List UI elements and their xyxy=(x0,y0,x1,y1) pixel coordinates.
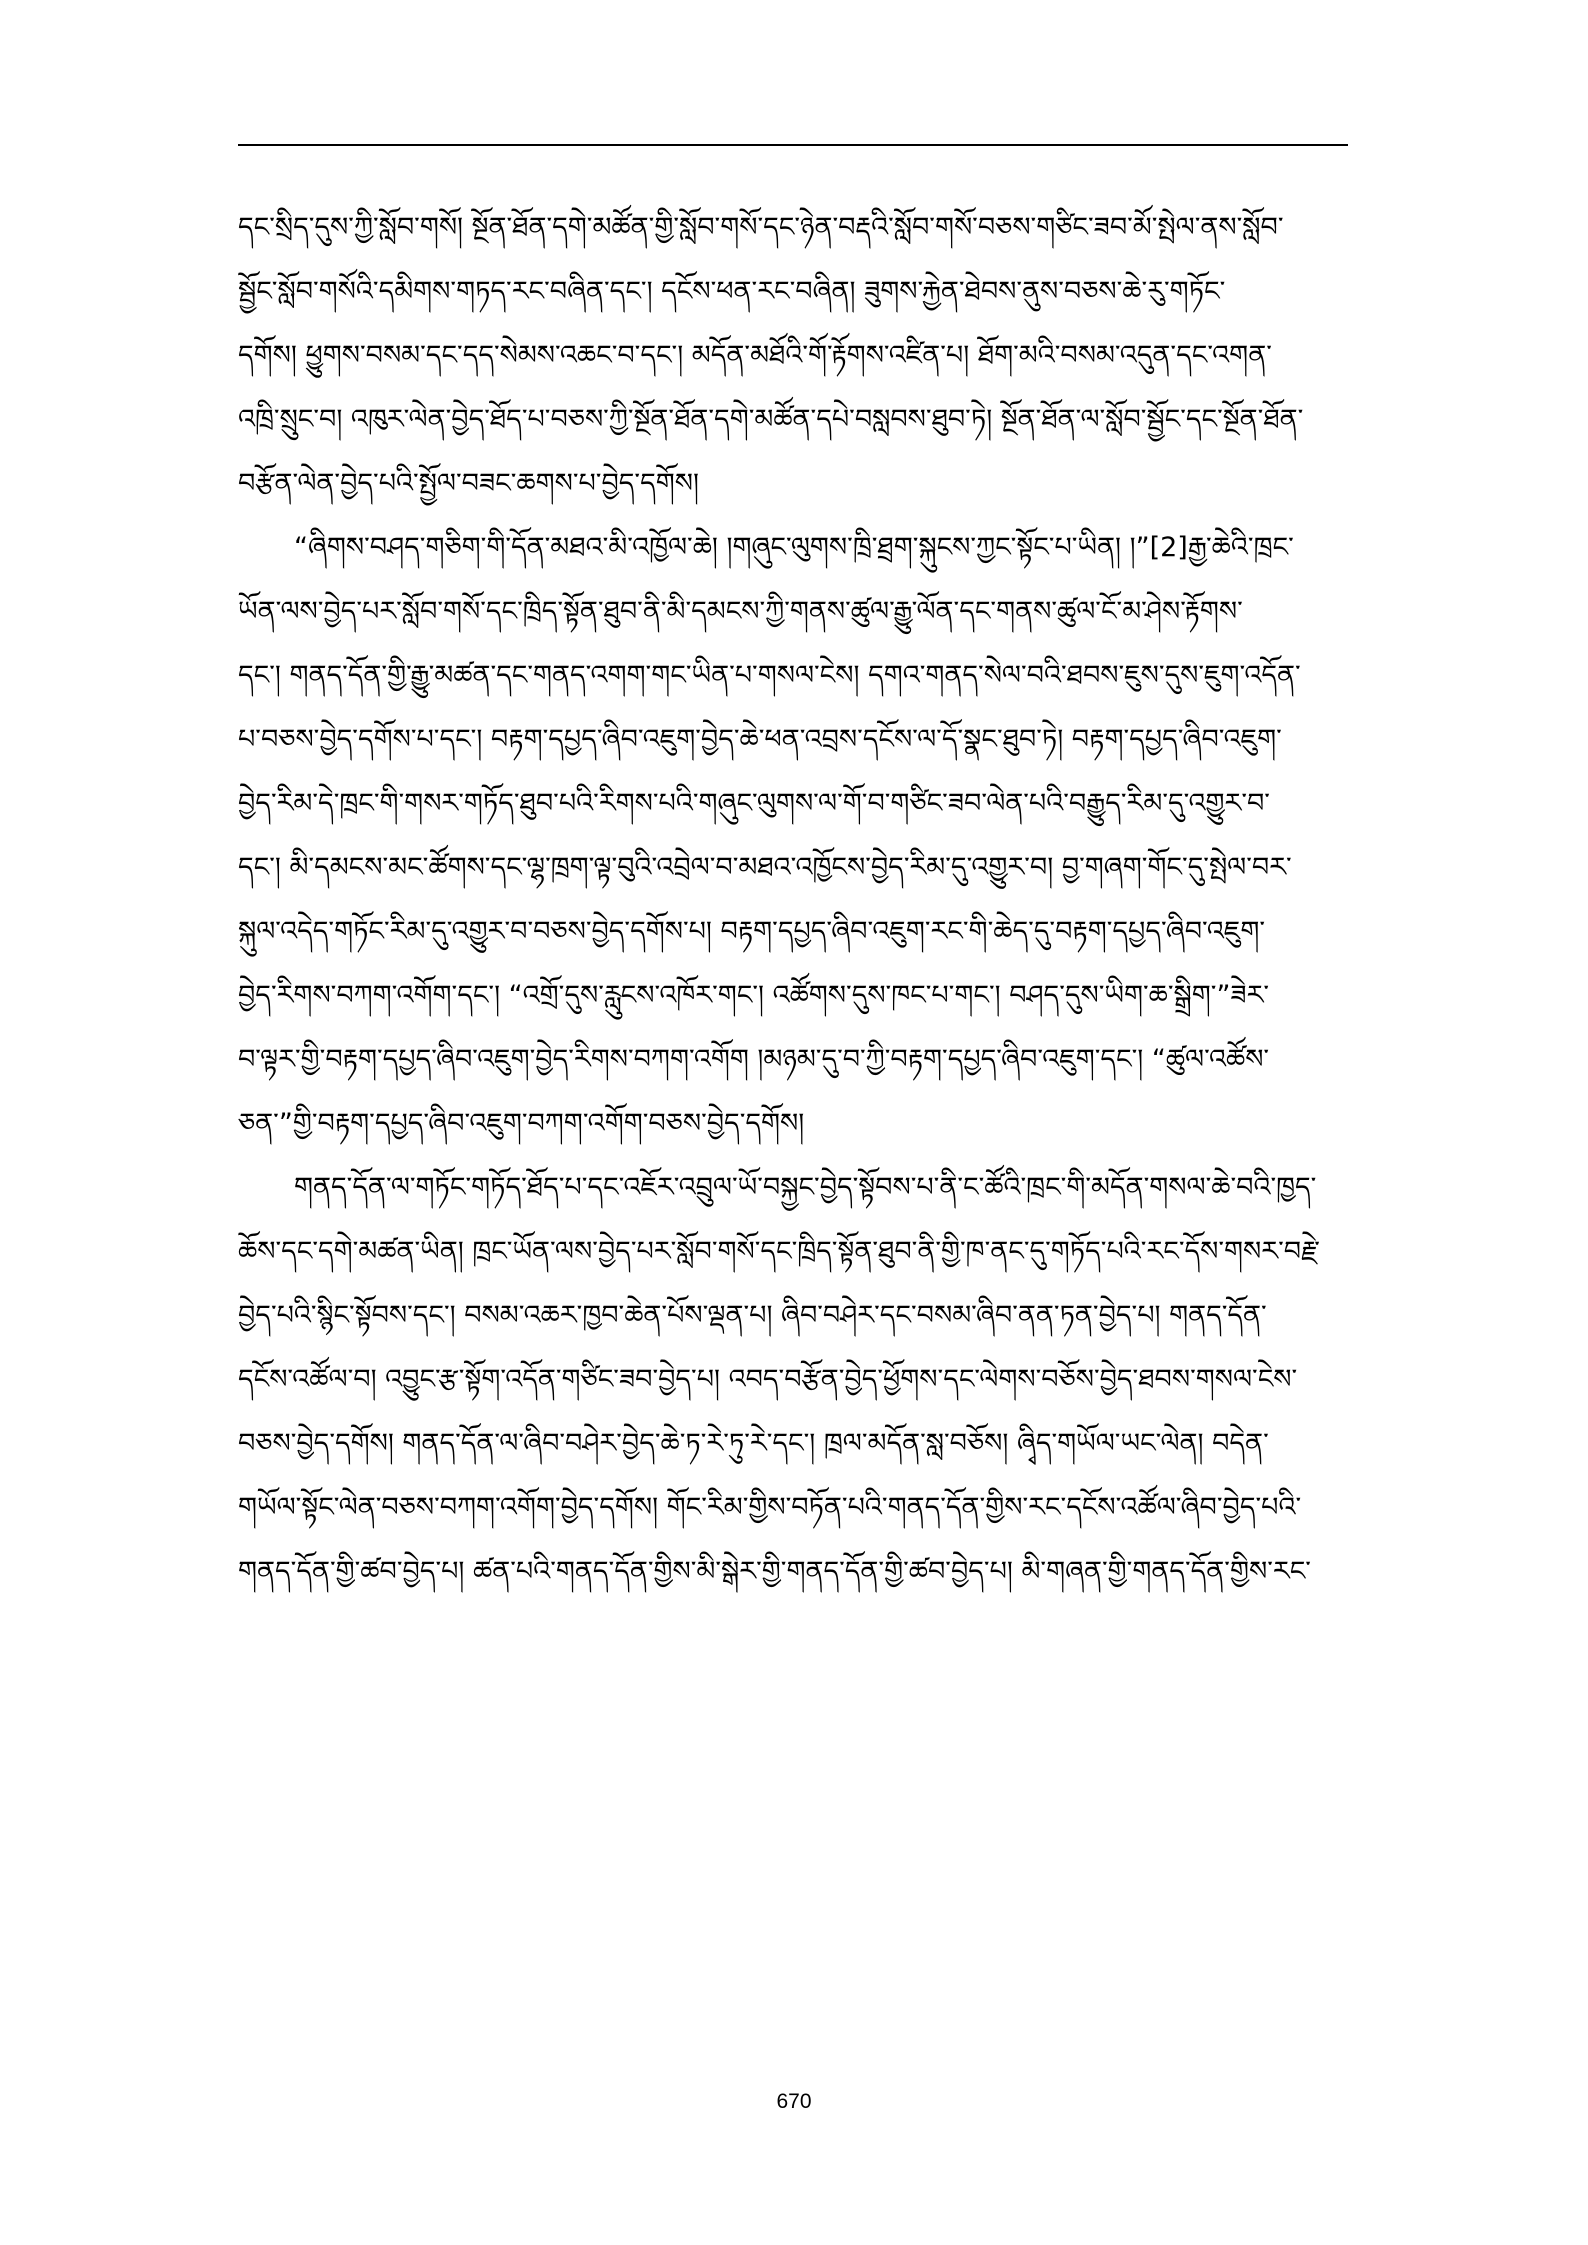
text-line: གཡོལ་སྟོང་ལེན་བཅས་བཀག་འགོག་བྱེད་དགོས། གོང་རིམ་གྱིས་བཏོན་པའི་གནད་དོན་གྱིས་རང་དངོས་འཚོལ་ཞིབ་བྱེད་པའི་ xyxy=(238,1492,1302,1523)
header-rule xyxy=(238,144,1348,146)
paragraph-3 xyxy=(238,1156,1348,1604)
text-line: བྱེད་པའི་སྙིང་སྟོབས་དང་། བསམ་འཆར་ཁྱབ་ཆེན་པོས་ལྡན་པ། ཞིབ་བཤེར་དང་བསམ་ཞིབ་ནན་ཏན་བྱེད་པ། གནད་དོན་ xyxy=(238,1300,1267,1331)
text-line: དགོས། ཕྱུགས་བསམ་དང་དད་སེམས་འཆང་བ་དང་། མདོན་མཐོའི་གོ་རྟོགས་འཛིན་པ། ཐོག་མའི་བསམ་འདུན་དང་འགན་ xyxy=(238,340,1272,371)
text-line: ཡོན་ལས་བྱེད་པར་སློབ་གསོ་དང་ཁྲིད་སྟོན་ཐུབ་ནི་མི་དམངས་ཀྱི་གནས་ཚུལ་རྒྱུ་ལོན་དང་གནས་ཚུལ་ངོ་མ་ཤེས་རྟོགས་ xyxy=(238,596,1243,627)
text-line: སྐུལ་འདེད་གཏོང་རིམ་དུ་འགྱུར་བ་བཅས་བྱེད་དགོས་པ། བརྟག་དཔྱད་ཞིབ་འཇུག་རང་གི་ཆེད་དུ་བརྟག་དཔྱད་ཞིབ་འཇུག་ xyxy=(238,916,1266,947)
body-text xyxy=(238,196,1348,1604)
page-number: 670 xyxy=(776,2090,812,2113)
text-line: གནད་དོན་གྱི་ཚབ་བྱེད་པ། ཚན་པའི་གནད་དོན་གྱིས་མི་སྒེར་གྱི་གནད་དོན་གྱི་ཚབ་བྱེད་པ། མི་གཞན་གྱི་གནད་དོན་གྱིས་རང་ xyxy=(238,1556,1311,1587)
text-line: ཅན་”གྱི་བརྟག་དཔྱད་ཞིབ་འཇུག་བཀག་འགོག་བཅས་བྱེད་དགོས། xyxy=(238,1108,805,1139)
paragraph-2 xyxy=(238,516,1348,1156)
text-line: དང་སྲིད་དུས་ཀྱི་སློབ་གསོ། སྔོན་ཐོན་དགེ་མཚོན་གྱི་སློབ་གསོ་དང་ཉེན་བརྡའི་སློབ་གསོ་བཅས་གཙིང་ཟབ་མོ་སྤེལ་ནས་སློབ་ xyxy=(238,212,1284,243)
text-line: བྱེད་རིགས་བཀག་འགོག་དང་། “འགྲོ་དུས་རླུངས་འཁོར་གང་། འཚོགས་དུས་ཁང་པ་གང་། བཤད་དུས་ཡིག་ཆ་སྒྲིག་”ཟེར་ xyxy=(238,980,1270,1011)
text-line: སྦྱོང་སློབ་གསོའི་དམིགས་གཏད་རང་བཞིན་དང་། དངོས་ཕན་རང་བཞིན། ཟུགས་རྐྱེན་ཐེབས་ནུས་བཅས་ཆེ་རུ་གཏོང་ xyxy=(238,276,1226,307)
text-line: གནད་དོན་ལ་གཏོང་གཏོད་ཐོད་པ་དང་འཇོར་འབྲུལ་ཡོ་བསྐྱང་བྱེད་སྟོབས་པ་ནི་ང་ཚོའི་ཁྲང་གི་མདོན་གསལ་ཆེ་བའི་ཁྱད་ xyxy=(294,1172,1317,1203)
text-line: བྱེད་རིམ་དེ་ཁྲང་གི་གསར་གཏོད་ཐུབ་པའི་རིགས་པའི་གཞུང་ལུགས་ལ་གོ་བ་གཙིང་ཟབ་ལེན་པའི་བརྒྱུད་རིམ་དུ་འགྱུར་བ་ xyxy=(238,788,1270,819)
text-line: དང་། མི་དམངས་མང་ཚོགས་དང་ལྷ་ཁྲག་ལྟ་བུའི་འབྲེལ་བ་མཐའ་འཁྱོངས་བྱེད་རིམ་དུ་འགྱུར་བ། བྱ་གཞག་གོང་དུ་སྤེལ་བར་ xyxy=(238,852,1292,883)
text-line: བཅས་བྱེད་དགོས། གནད་དོན་ལ་ཞིབ་བཤེར་བྱེད་ཆེ་ཏ་རེ་ཏུ་རེ་དང་། ཁྲལ་མདོན་སླ་བཅོས། ཞྭིད་གཡོལ་ཡང་ལེན། བདེན་ xyxy=(238,1428,1269,1459)
text-line: དངོས་འཚོལ་བ། འབྱུང་རྩ་སྟོག་འདོན་གཙིང་ཟབ་བྱེད་པ། འབད་བརྩོན་བྱེད་ཕྱོགས་དང་ལེགས་བཅོས་བྱེད་ཐབས་གསལ་ངེས་ xyxy=(238,1364,1298,1395)
text-line: དང་། གནད་དོན་གྱི་རྒྱུ་མཚན་དང་གནད་འགག་གང་ཡིན་པ་གསལ་ངེས། དགའ་གནད་སེལ་བའི་ཐབས་ཇུས་དུས་ཇུག་འདོན་ xyxy=(238,660,1301,691)
text-line: འཁྲི་སྲུང་བ། འཁུར་ལེན་བྱེད་ཐོད་པ་བཅས་ཀྱི་སྔོན་ཐོན་དགེ་མཚོན་དཔེ་བསླབས་ཐུབ་ཏེ། སྔོན་ཐོན་ལ་སློབ་སྦྱོང་དང་སྔོན་ཐོན་ xyxy=(238,404,1304,435)
text-line: པ་བཅས་བྱེད་དགོས་པ་དང་། བརྟག་དཔྱད་ཞིབ་འཇུག་བྱེད་ཆེ་ཕན་འབྲས་དངོས་ལ་དོ་སྣང་ཐུབ་ཏེ། བརྟག་དཔྱད་ཞིབ་འཇུག་ xyxy=(238,724,1282,755)
text-line: བ་ལྟར་གྱི་བརྟག་དཔྱད་ཞིབ་འཇུག་བྱེད་རིགས་བཀག་འགོག །མཉམ་དུ་བ་ཀྱི་བརྟག་དཔྱད་ཞིབ་འཇུག་དང་། “ཚུལ་འཚོས་ xyxy=(238,1044,1270,1075)
paragraph-1 xyxy=(238,196,1348,516)
text-line: བརྩོན་ལེན་བྱེད་པའི་སྤྱོལ་བཟང་ཆགས་པ་བྱེད་དགོས། xyxy=(238,468,699,499)
text-line: ཆོས་དང་དགེ་མཚན་ཡིན། ཁྲང་ཡོན་ལས་བྱེད་པར་སློབ་གསོ་དང་ཁྲིད་སྟོན་ཐུབ་ནི་གྱི་ཁ་ནང་དུ་གཏོད་པའི་རང་དོས་གསར་བརྗེ་ xyxy=(238,1236,1320,1267)
text-line: “ཞིགས་བཤད་གཅིག་གི་དོན་མཐའ་མི་འཁྱོལ་ཆེ། །གཞུང་ལུགས་ཁྲི་ཐྲག་སྐུངས་ཀྱང་སྟོང་པ་ཡིན། །”[2]རྒྱ་ཆེའི་ཁྲང་ xyxy=(294,532,1294,563)
